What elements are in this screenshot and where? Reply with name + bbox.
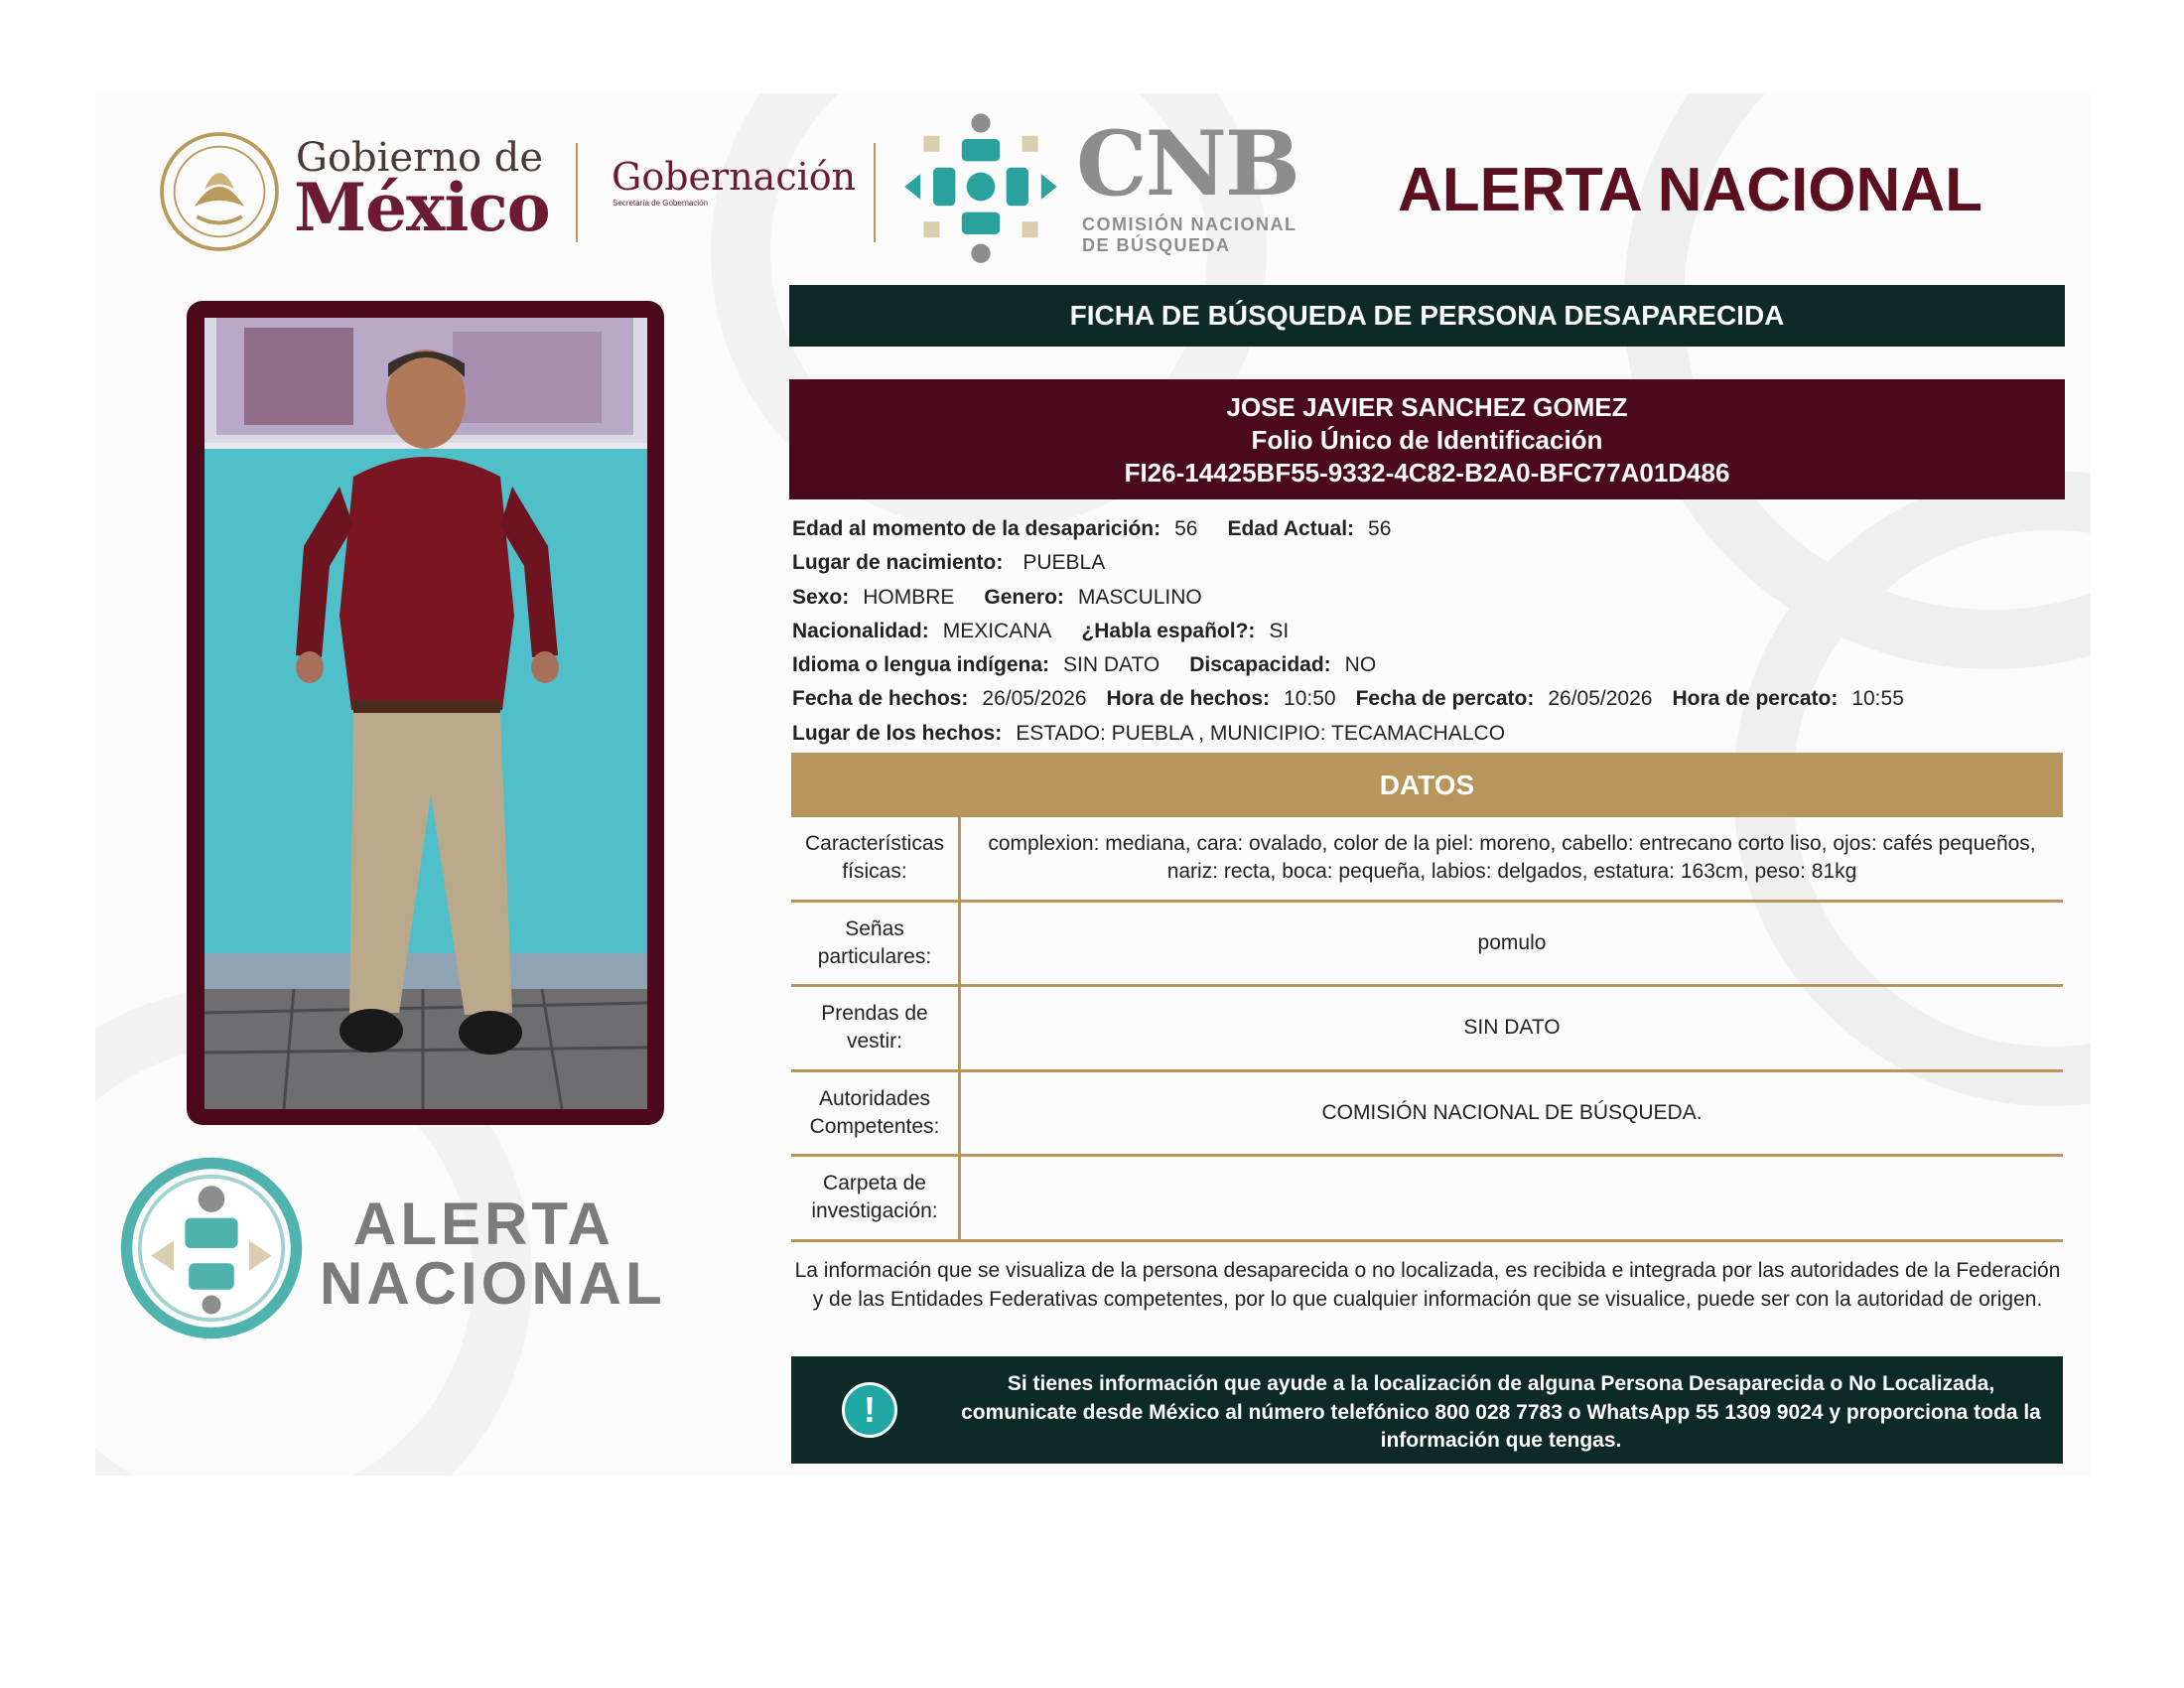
table-row — [791, 817, 2063, 903]
info-row-lugar-hechos — [792, 717, 2073, 751]
contact-banner — [791, 1356, 2063, 1464]
table-row-label: Prendas de vestir: — [791, 987, 961, 1069]
person-photo-illustration — [205, 318, 647, 1109]
lugar-nacimiento-label: Lugar de nacimiento: — [792, 551, 1004, 575]
header-divider — [576, 143, 578, 242]
info-row-idioma — [792, 648, 2073, 682]
datos-table — [791, 817, 2063, 1242]
table-row-label: Señas particulares: — [791, 903, 961, 985]
table-row-label: Carpeta de investigación: — [791, 1157, 961, 1239]
datos-title-bar: DATOS — [791, 753, 2063, 817]
table-row — [791, 1157, 2063, 1242]
table-row-value — [961, 1157, 2063, 1239]
gobierno-de-mexico-line1: Gobierno de — [296, 135, 544, 181]
person-identity-box — [789, 379, 2065, 499]
ficha-title-bar: FICHA DE BÚSQUEDA DE PERSONA DESAPARECIDA — [789, 285, 2065, 347]
idioma-label: Idioma o lengua indígena: — [792, 653, 1050, 677]
disclaimer-text: La información que se visualiza de la persona desaparecida o no localizada, es recibida e integrada por las autoridades de la Federación y de las Entidades Federativas competentes, por lo que cualquier información que se visualice, puede ser con la autoridad de origen. — [794, 1259, 2061, 1311]
gobernacion-logo-text: Gobernación — [612, 155, 857, 199]
lugar-nacimiento-value: PUEBLA — [1023, 551, 1106, 575]
edad-desaparicion-value: 56 — [1174, 517, 1198, 540]
nacionalidad-label: Nacionalidad: — [792, 619, 929, 642]
exclamation-icon: ! — [842, 1382, 897, 1438]
fecha-hechos-label: Fecha de hechos: — [792, 687, 969, 711]
info-row-nacionalidad — [792, 615, 2073, 648]
contact-text: Si tienes información que ayude a la localización de alguna Persona Desaparecida o No Localizada, comunicate desde México al número telefónico 800 028 7783 o WhatsApp 55 1309 9024 y proporciona toda la información que tengas. — [961, 1372, 2041, 1452]
discapacidad-value: NO — [1344, 653, 1377, 677]
mexico-coat-of-arms-icon — [157, 129, 282, 254]
table-row — [791, 987, 2063, 1072]
info-row-fechas — [792, 682, 2073, 716]
person-info — [792, 512, 2073, 751]
cnb-subtitle-line2: DE BÚSQUEDA — [1082, 235, 1231, 255]
folio-number: FI26-14425BF55-9332-4C82-B2A0-BFC77A01D486 — [1124, 458, 1730, 488]
cnb-logo-icon — [901, 107, 1060, 266]
hora-percato-label: Hora de percato: — [1672, 687, 1839, 711]
alerta-nacional-logo-line2: NACIONAL — [320, 1250, 666, 1317]
fecha-percato-value: 26/05/2026 — [1548, 687, 1653, 711]
discapacidad-label: Discapacidad: — [1189, 653, 1331, 677]
lugar-hechos-label: Lugar de los hechos: — [792, 721, 1003, 745]
info-row-sexo — [792, 581, 2073, 615]
edad-desaparicion-label: Edad al momento de la desaparición: — [792, 517, 1161, 540]
table-row-value: SIN DATO — [1463, 1016, 1561, 1040]
fecha-hechos-value: 26/05/2026 — [982, 687, 1087, 711]
genero-label: Genero: — [984, 585, 1064, 609]
habla-espanol-label: ¿Habla español?: — [1081, 619, 1256, 642]
cnb-subtitle — [1082, 214, 1297, 256]
missing-person-photo — [205, 318, 647, 1109]
alerta-nacional-logo-icon — [117, 1154, 306, 1342]
table-row-label: Características físicas: — [791, 817, 961, 900]
nacionalidad-value: MEXICANA — [942, 619, 1052, 642]
table-row-label: Autoridades Competentes: — [791, 1072, 961, 1155]
idioma-value: SIN DATO — [1063, 653, 1160, 677]
cnb-subtitle-line1: COMISIÓN NACIONAL — [1082, 214, 1297, 234]
table-row-value: complexion: mediana, cara: ovalado, color de la piel: moreno, cabello: entrecano corto liso, ojos: cafés pequeños, nariz: recta, boca: pequeña, labios: delgados, estatura: 163cm, peso: 81kg — [988, 832, 2036, 884]
table-row — [791, 1072, 2063, 1158]
fecha-percato-label: Fecha de percato: — [1355, 687, 1535, 711]
hora-percato-value: 10:55 — [1851, 687, 1904, 711]
sexo-value: HOMBRE — [863, 585, 955, 609]
hora-hechos-label: Hora de hechos: — [1106, 687, 1271, 711]
hora-hechos-value: 10:50 — [1284, 687, 1336, 711]
sexo-label: Sexo: — [792, 585, 850, 609]
alerta-nacional-logo-line1: ALERTA — [353, 1191, 614, 1257]
folio-label: Folio Único de Identificación — [1251, 425, 1603, 455]
gobernacion-subtitle: Secretaría de Gobernación — [613, 199, 709, 208]
table-row — [791, 903, 2063, 988]
cnb-title: CNB — [1076, 111, 1298, 216]
table-row-value: pomulo — [1477, 930, 1547, 954]
person-name: JOSE JAVIER SANCHEZ GOMEZ — [1226, 392, 1628, 422]
gobierno-de-mexico-line2: México — [294, 169, 550, 246]
edad-actual-value: 56 — [1368, 517, 1392, 540]
alerta-nacional-title: ALERTA NACIONAL — [1398, 156, 1982, 224]
table-row-value: COMISIÓN NACIONAL DE BÚSQUEDA. — [1321, 1100, 1703, 1124]
header-divider — [874, 143, 876, 242]
habla-espanol-value: SI — [1269, 619, 1290, 642]
lugar-hechos-value: ESTADO: PUEBLA , MUNICIPIO: TECAMACHALCO — [1016, 721, 1506, 745]
info-row-nacimiento — [792, 546, 2073, 580]
edad-actual-label: Edad Actual: — [1227, 517, 1355, 540]
info-row-edad — [792, 512, 2073, 546]
genero-value: MASCULINO — [1077, 585, 1202, 609]
